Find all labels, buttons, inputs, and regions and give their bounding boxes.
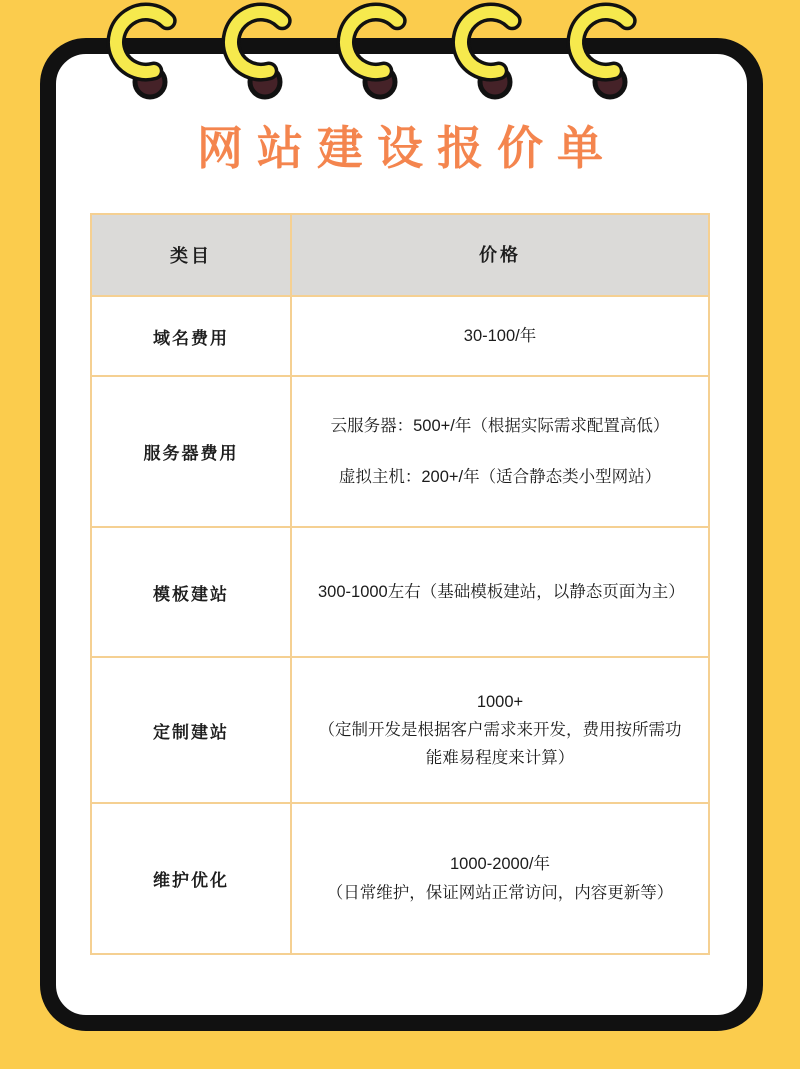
- price-cell: [292, 658, 708, 802]
- binder-ring-icon: [96, 0, 196, 109]
- category-label: 域名费用: [92, 297, 292, 375]
- price-cell: [292, 528, 708, 656]
- category-label: 服务器费用: [92, 377, 292, 526]
- price-line: 300-1000左右（基础模板建站，以静态页面为主）: [318, 582, 685, 601]
- binder-ring-icon: [326, 0, 426, 109]
- column-header-price: 价格: [479, 244, 521, 265]
- price-cell: [292, 804, 708, 953]
- category-label: 模板建站: [92, 528, 292, 656]
- category-label: 定制建站: [92, 658, 292, 802]
- price-cell: [292, 377, 708, 526]
- table-row-custom-site: [92, 656, 708, 802]
- price-line: 1000+: [476, 692, 524, 711]
- price-line: （定制开发是根据客户需求来开发，费用按所需功能难易程度来计算）: [318, 720, 682, 768]
- binder-ring-icon: [211, 0, 311, 109]
- table-row-maintenance: [92, 802, 708, 953]
- price-line: 云服务器：500+/年（根据实际需求配置高低）: [330, 417, 670, 436]
- price-line: 虚拟主机：200+/年（适合静态类小型网站）: [338, 467, 662, 486]
- table-row-server-fee: [92, 375, 708, 526]
- price-line: （日常维护，保证网站正常访问，内容更新等）: [326, 883, 674, 902]
- price-cell: [292, 297, 708, 375]
- category-label: 维护优化: [92, 804, 292, 953]
- column-header-category: 类目: [92, 215, 292, 295]
- binder-ring-icon: [441, 0, 541, 109]
- binder-ring-icon: [556, 0, 656, 109]
- table-row-template-site: [92, 526, 708, 656]
- price-line: 30-100/年: [463, 326, 537, 345]
- table-header-row: [92, 215, 708, 295]
- price-line: 1000-2000/年: [450, 855, 550, 874]
- pricing-table: [90, 213, 710, 955]
- page-title: 网站建设报价单: [197, 122, 617, 174]
- table-row-domain-fee: [92, 295, 708, 375]
